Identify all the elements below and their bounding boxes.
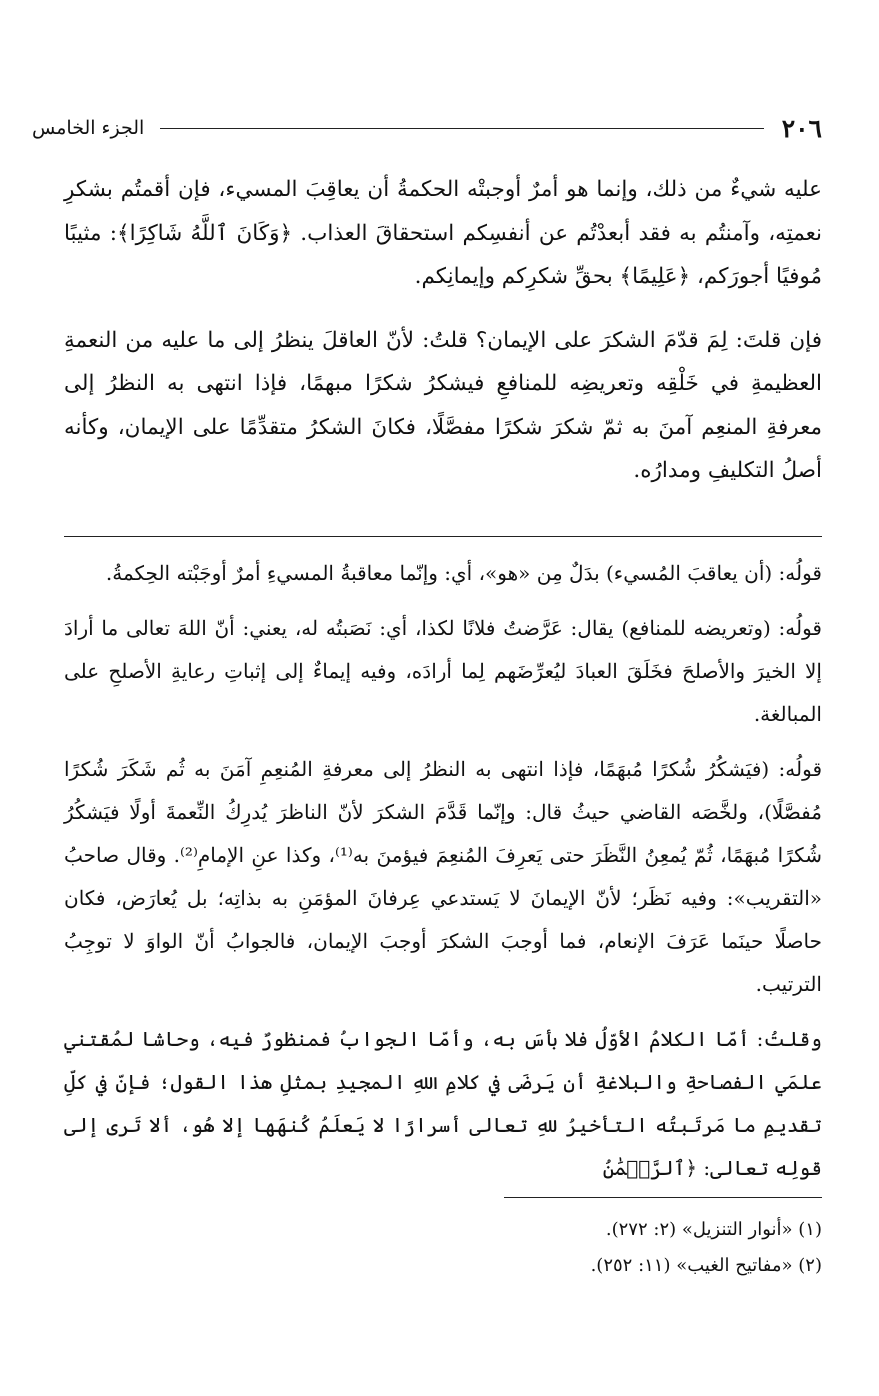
page-header (32, 108, 822, 148)
page-number: ٢٠٦ (781, 113, 822, 143)
commentary-paragraph-4: وقلتُ: أمّا الكلامُ الأوّلُ فلا بأسَ به، وأمّا الجوابُ فمنظورٌ فيه، وحاشا لمُقتني علمَي الفصاحةِ والبلاغةِ أن يَرضَى في كلامِ اللهِ المجيدِ بمثلِ هذا القول؛ فإنّ في كلِّ تقديمِ ما مَرتَبتُه التأخيرُ للهِ تعالى أسرارًا لا يَعلَمُ كُنهَها إلا هُو، ألا تَرى إلى قولِه تعالى: ﴿ٱلرَّحۡمَٰنُ (64, 1027, 822, 1180)
running-title: الجزء الخامس (32, 117, 145, 139)
footnote-2: (٢) «مفاتيح الغيب» (١١: ٢٥٢). (590, 1255, 822, 1276)
footnotes (64, 1212, 822, 1284)
footnote-1: (١) «أنوار التنزيل» (٢: ٢٧٢). (605, 1219, 822, 1240)
commentary-paragraph-2: قولُه: (وتعريضه للمنافع) يقال: عَرَّضتُ فلانًا لكذا، أي: نَصَبتُه له، يعني: أنّ اللهَ تعالى ما أرادَ إلا الخيرَ والأصلحَ فخَلَقَ العبادَ ليُعرِّضَهم لِما أرادَه، وفيه إيماءٌ إلى إثباتِ رعايةِ الأصلحِ على المبالغة. (64, 616, 822, 726)
main-paragraph-1: عليه شيءٌ من ذلك، وإنما هو أمرٌ أوجبتْه الحكمةُ أن يعاقِبَ المسيء، فإن أقمتُم بشكرِ نعمتِه، وآمنتُم به فقد أبعدْتُم عن أنفسِكم استحقاقَ العذاب. ﴿وَكَانَ ٱللَّهُ شَاكِرًا﴾: مثيبًا مُوفيًا أجورَكم، ﴿عَلِيمًا﴾ بحقِّ شكرِكم وإيمانِكم. (64, 177, 822, 289)
main-text (64, 168, 822, 513)
commentary-text (64, 552, 822, 1202)
main-paragraph-2: فإن قلتَ: لِمَ قدّمَ الشكرَ على الإيمان؟ قلتُ: لأنّ العاقلَ ينظرُ إلى ما عليه من النعمةِ العظيمةِ في خَلْقِه وتعريضِه للمنافعِ فيشكرُ شكرًا مبهمًا، فإذا انتهى به النظرُ إلى معرفةِ المنعِم آمنَ به ثمّ شكرَ شكرًا مفصَّلًا، فكانَ الشكرُ متقدِّمًا على الإيمان، وكأنه أصلُ التكليفِ ومدارُه. (64, 327, 822, 483)
header-rule (160, 128, 763, 129)
commentary-paragraph-1: قولُه: (أن يعاقبَ المُسيء) بدَلٌ مِن «هو»، أي: وإنّما معاقبةُ المسيءِ أمرٌ أوجَبْته الحِكمةُ. (105, 561, 822, 585)
commentary-paragraph-3: قولُه: (فيَشكُرُ شُكرًا مُبهَمًا، فإذا انتهى به النظرُ إلى معرفةِ المُنعِمِ آمَنَ به ثُم شَكَرَ شُكرًا مُفصَّلًا)، ولخَّصَه القاضي حيثُ قال: وإنّما قَدَّمَ الشكرَ لأنّ الناظرَ يُدرِكُ النِّعمةَ أولًا فيَشكُرُ شُكرًا مُبهَمًا، ثُمّ يُمعِنُ النَّظَرَ حتى يَعرِفَ المُنعِمَ فيؤمنَ به⁽¹⁾، وكذا عنِ الإمامِ⁽²⁾. وقال صاحبُ «التقريب»: وفيه نَظَر؛ لأنّ الإيمانَ لا يَستدعي عِرفانَ المؤمَنِ به بذاتِه؛ بل يُعارَض، فكان حاصلًا حينَما عَرَفَ الإنعام، فما أوجبَ الشكرَ أوجبَ الإيمان، فالجوابُ أنّ الواوَ لا توجِبُ الترتيب. (64, 757, 823, 996)
commentary-divider (64, 536, 822, 537)
footnote-divider (504, 1197, 822, 1198)
